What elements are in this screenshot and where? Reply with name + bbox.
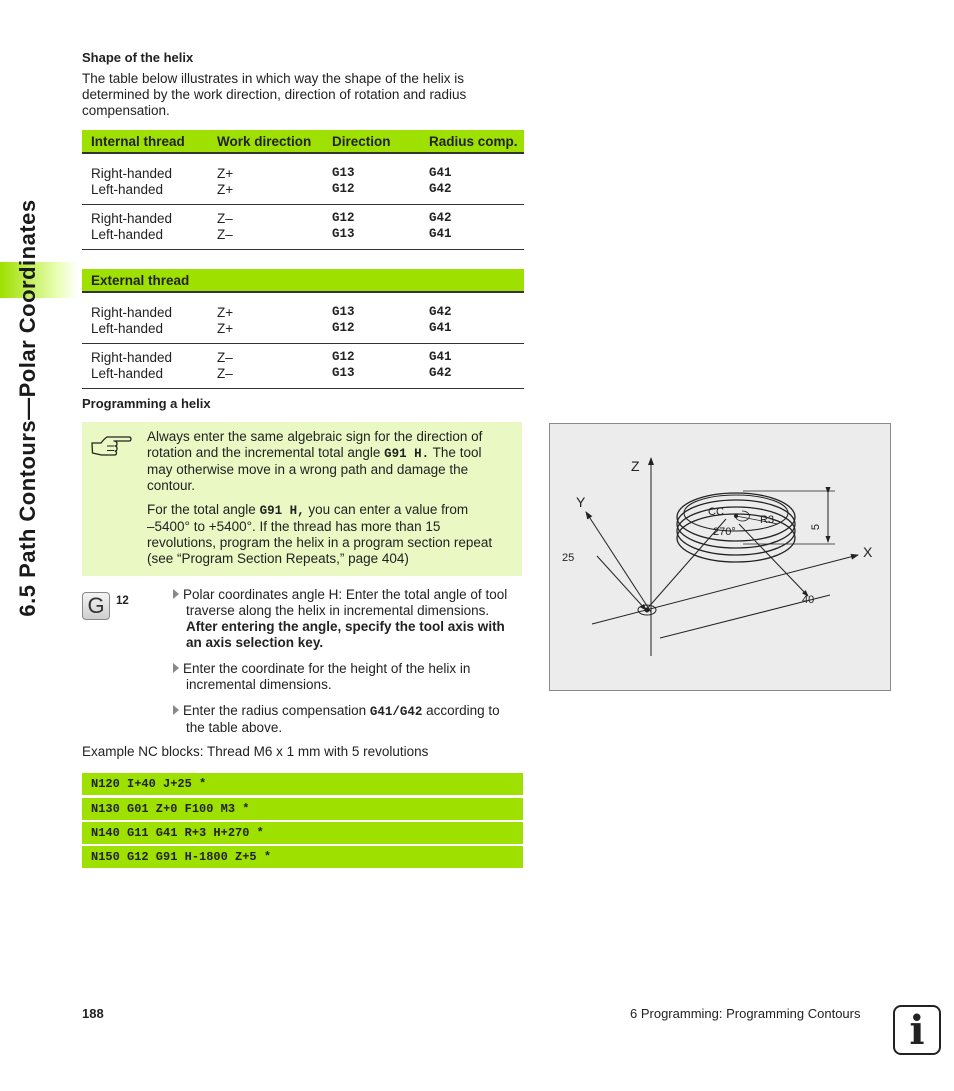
table-cell: G42: [429, 182, 452, 196]
helix-diagram: [549, 423, 891, 691]
note-text: [147, 429, 519, 567]
footer-chapter: 6 Programming: Programming Contours: [630, 1006, 861, 1021]
section-heading-shape: Shape of the helix: [82, 50, 194, 65]
radius-label: R3: [760, 514, 775, 526]
page-number: 188: [82, 1006, 104, 1021]
note-line: (see “Program Section Repeats,” page 404): [147, 551, 409, 566]
y-axis-label: Y: [576, 494, 586, 510]
table-cell: G13: [332, 227, 355, 241]
example-caption: Example NC blocks: Thread M6 x 1 mm with 5 revolutions: [82, 744, 429, 759]
cc-label: CC: [708, 506, 724, 518]
table-cell: G12: [332, 350, 355, 364]
table-cell: G13: [332, 366, 355, 380]
code-span: G41/G42: [369, 705, 423, 719]
table-row: [82, 366, 524, 382]
angle-label: 270°: [713, 526, 736, 538]
section-heading-programming: Programming a helix: [82, 396, 211, 411]
header-cell: Radius comp.: [420, 130, 524, 153]
table-cell: Z–: [217, 211, 233, 226]
table-cell: G42: [429, 366, 452, 380]
bullet-arrow-icon: [173, 663, 179, 673]
dim-40-label: 40: [802, 594, 815, 606]
table-subheader-row: [82, 269, 524, 292]
step-line: the table above.: [186, 720, 283, 735]
z-axis-label: Z: [631, 458, 640, 474]
note-line: –5400° to +5400°. If the thread has more than 15: [147, 519, 441, 534]
step-text: Enter the radius compensation: [183, 703, 370, 718]
step-text: Enter the coordinate for the height of the helix in: [183, 661, 471, 676]
step-text: Polar coordinates angle H: Enter the total angle of tool: [183, 587, 508, 602]
table-row: [82, 299, 524, 321]
y-axis-line: [586, 512, 651, 612]
table-cell: G41: [429, 350, 452, 364]
table-cell: G13: [332, 305, 355, 319]
note-text-span: rotation and the incremental total angle: [147, 445, 385, 460]
table-cell: G42: [429, 305, 452, 319]
intro-line: The table below illustrates in which way the shape of the helix is: [82, 71, 464, 86]
table-cell: Z+: [217, 305, 234, 320]
table-cell: Z–: [217, 350, 233, 365]
table-cell: Right-handed: [91, 305, 173, 320]
chapter-title: 6.5 Path Contours—Polar Coordinates: [15, 199, 40, 617]
table-cell: G42: [429, 211, 452, 225]
table-cell: G12: [332, 211, 355, 225]
intro-paragraph: [82, 71, 522, 119]
note-line: [147, 445, 519, 462]
step-line: After entering the angle, specify the tool axis with: [186, 619, 505, 634]
x-axis-label: X: [863, 544, 873, 560]
note-text-span: you can enter a value from: [304, 502, 469, 517]
helix-diagram-drawing: [550, 424, 890, 690]
note-text-span: The tool: [429, 445, 482, 460]
table-cell: G13: [332, 166, 355, 180]
step-2: [173, 661, 525, 693]
table-cell: Left-handed: [91, 182, 164, 197]
intro-line: compensation.: [82, 103, 170, 118]
dim-40-line: [739, 524, 808, 596]
nc-block: N140 G11 G41 R+3 H+270 *: [82, 822, 523, 844]
note-text-span: For the total angle: [147, 502, 260, 517]
table-cell: Left-handed: [91, 321, 164, 336]
note-line: Always enter the same algebraic sign for the direction of: [147, 429, 483, 444]
intro-line: determined by the work direction, direction of rotation and radius: [82, 87, 467, 102]
table-header-row: [82, 130, 524, 153]
dim-25-label: 25: [562, 552, 575, 564]
table-row: [82, 160, 524, 182]
table-cell: G12: [332, 182, 355, 196]
step-text: according to: [422, 703, 500, 718]
nc-block: N120 I+40 J+25 *: [82, 773, 523, 795]
table-cell: G41: [429, 321, 452, 335]
table-cell: Z+: [217, 321, 234, 336]
table-cell: Z+: [217, 182, 234, 197]
table-cell: G41: [429, 166, 452, 180]
bullet-arrow-icon: [173, 705, 179, 715]
note-line: may otherwise move in a wrong path and damage the: [147, 462, 469, 477]
external-thread-header: External thread: [82, 269, 524, 292]
table-cell: G41: [429, 227, 452, 241]
info-icon: [893, 1005, 941, 1055]
step-line: [173, 587, 525, 603]
step-line: incremental dimensions.: [186, 677, 332, 692]
dim-25-line: [597, 556, 646, 610]
helix-shape-table: [82, 130, 524, 389]
table-row: [82, 227, 524, 243]
code-span: G91 H,: [259, 504, 305, 518]
pointing-hand-icon: [90, 430, 132, 458]
table-row: [82, 321, 524, 337]
table-cell: Right-handed: [91, 211, 173, 226]
dim-5-label: 5: [810, 523, 823, 531]
header-cell: Internal thread: [82, 130, 208, 153]
info-glyph: i: [909, 1007, 925, 1054]
table-cell: Left-handed: [91, 227, 164, 242]
bullet-arrow-icon: [173, 589, 179, 599]
note-line: revolutions, program the helix in a program section repeat: [147, 535, 493, 550]
step-1: [173, 587, 525, 651]
g-function-key-icon: G: [82, 592, 110, 620]
table-cell: Right-handed: [91, 350, 173, 365]
step-line: an axis selection key.: [186, 635, 324, 650]
table-cell: Z–: [217, 366, 233, 381]
x-axis-line: [592, 555, 858, 624]
table-cell: Left-handed: [91, 366, 164, 381]
note-line: contour.: [147, 478, 196, 493]
header-cell: Work direction: [208, 130, 323, 153]
table-cell: Right-handed: [91, 166, 173, 181]
note-line: [147, 502, 519, 519]
header-cell: Direction: [323, 130, 420, 153]
table-row: [82, 182, 524, 198]
table-row: [82, 205, 524, 228]
table-cell: Z–: [217, 227, 233, 242]
g-code-number: 12: [116, 595, 129, 607]
table-cell: Z+: [217, 166, 234, 181]
step-line: [173, 661, 525, 677]
code-span: G91 H.: [384, 447, 430, 461]
nc-block: N130 G01 Z+0 F100 M3 *: [82, 798, 523, 820]
table-cell: G12: [332, 321, 355, 335]
step-line: traverse along the helix in incremental dimensions.: [186, 603, 490, 618]
step-3: [173, 703, 525, 736]
table-row: [82, 344, 524, 367]
step-line: [173, 703, 525, 720]
nc-block: N150 G12 G91 H-1800 Z+5 *: [82, 846, 523, 868]
